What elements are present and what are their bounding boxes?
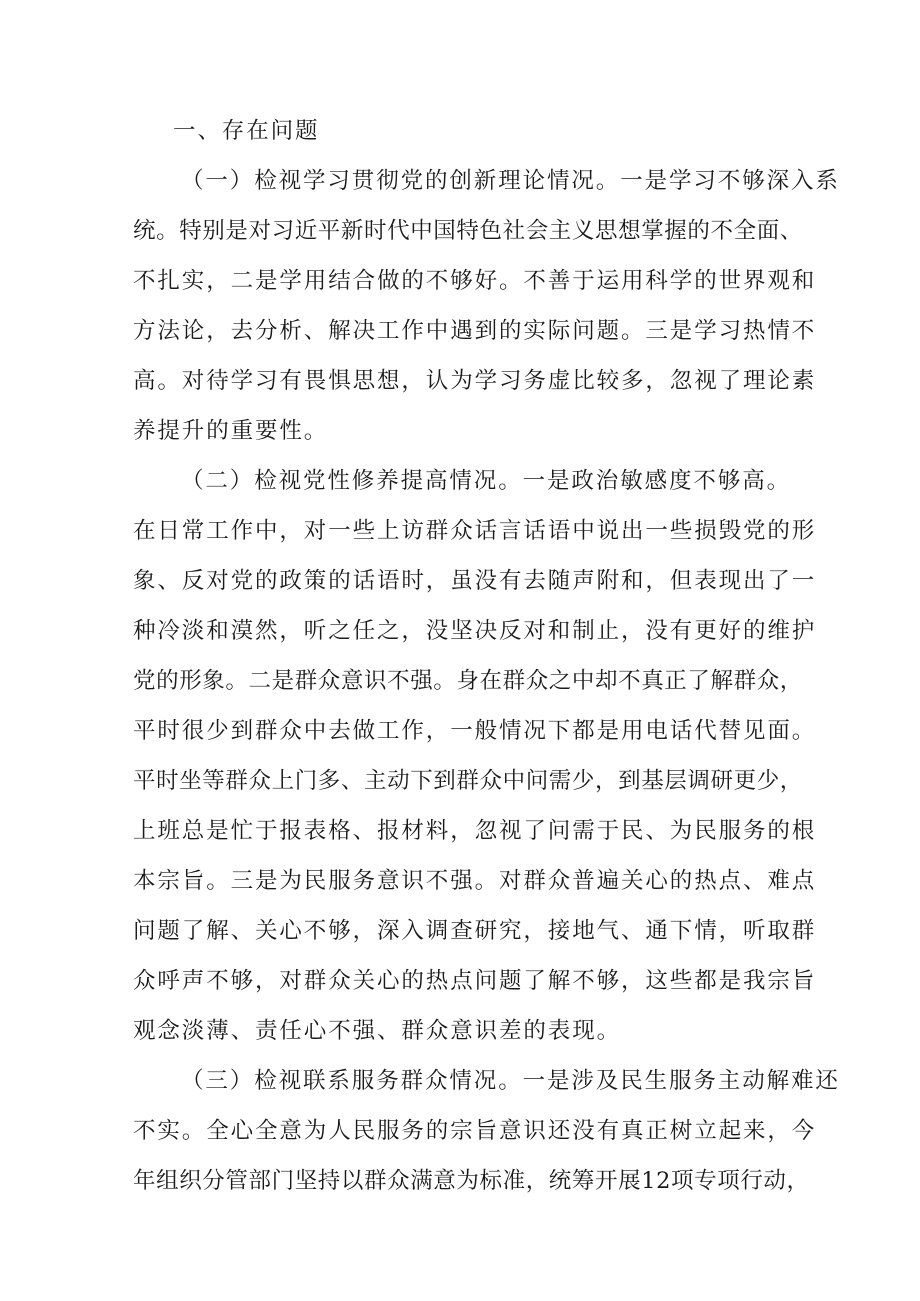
section-heading: 一、存在问题: [173, 118, 320, 144]
paragraph-2-line-8: 上班总是忙于报表格、报材料，忽视了问需于民、为民服务的根: [133, 818, 817, 844]
paragraph-1-line-1: （一）检视学习贯彻党的创新理论情况。一是学习不够深入系: [181, 168, 840, 194]
paragraph-1-line-2: 统。特别是对习近平新时代中国特色社会主义思想掌握的不全面、: [133, 218, 803, 244]
paragraph-3-line-1: （三）检视联系服务群众情况。一是涉及民生服务主动解难还: [181, 1068, 840, 1094]
paragraph-2-line-12: 观念淡薄、责任心不强、群众意识差的表现。: [133, 1018, 622, 1044]
paragraph-2-line-7: 平时坐等群众上门多、主动下到群众中问需少，到基层调研更少，: [133, 768, 803, 794]
paragraph-2-line-5: 党的形象。二是群众意识不强。身在群众之中却不真正了解群众，: [133, 668, 803, 694]
paragraph-2-line-11: 众呼声不够，对群众关心的热点问题了解不够，这些都是我宗旨: [133, 968, 817, 994]
paragraph-1-line-6: 养提升的重要性。: [133, 418, 329, 444]
paragraph-3-line-3: 年组织分管部门坚持以群众满意为标准，统筹开展12项专项行动，: [133, 1168, 810, 1194]
paragraph-2-line-4: 种冷淡和漠然，听之任之，没坚决反对和制止，没有更好的维护: [133, 618, 817, 644]
paragraph-2-line-2: 在日常工作中，对一些上访群众话言话语中说出一些损毁党的形: [133, 518, 817, 544]
paragraph-2-line-9: 本宗旨。三是为民服务意识不强。对群众普遍关心的热点、难点: [133, 868, 817, 894]
paragraph-2-line-6: 平时很少到群众中去做工作，一般情况下都是用电话代替见面。: [133, 718, 817, 744]
paragraph-1-line-3: 不扎实，二是学用结合做的不够好。不善于运用科学的世界观和: [133, 268, 817, 294]
paragraph-3-line-2: 不实。全心全意为人民服务的宗旨意识还没有真正树立起来，今: [133, 1118, 817, 1144]
paragraph-2-line-3: 象、反对党的政策的话语时，虽没有去随声附和，但表现出了一: [133, 568, 817, 594]
paragraph-1-line-5: 高。对待学习有畏惧思想，认为学习务虚比较多，忽视了理论素: [133, 368, 817, 394]
paragraph-2-line-10: 问题了解、关心不够，深入调查研究，接地气、通下情，听取群: [133, 918, 817, 944]
paragraph-1-line-4: 方法论，去分析、解决工作中遇到的实际问题。三是学习热情不: [133, 318, 817, 344]
paragraph-2-line-1: （二）检视党性修养提高情况。一是政治敏感度不够高。: [181, 468, 792, 494]
